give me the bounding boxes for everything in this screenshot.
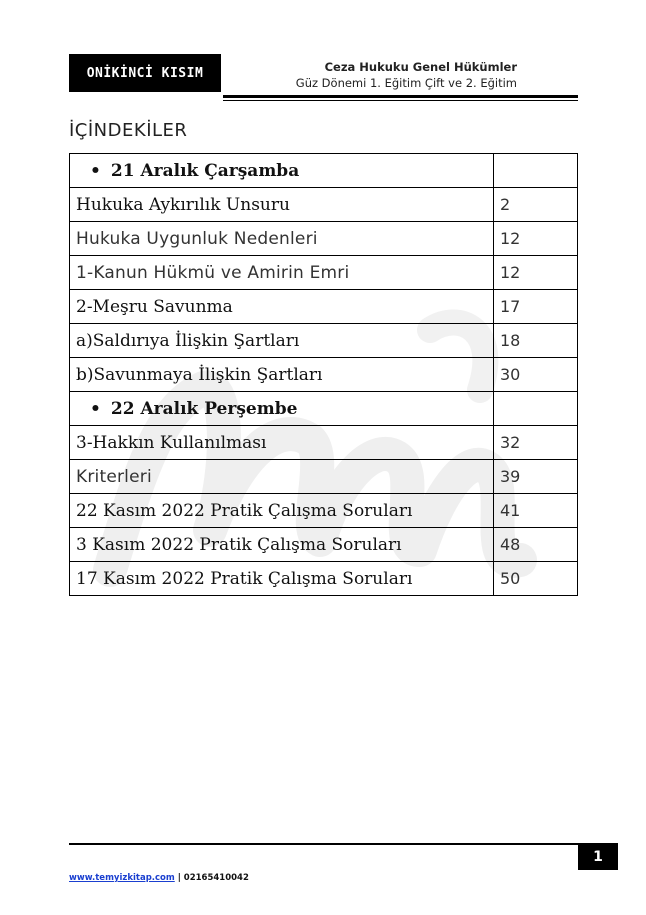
toc-row[interactable] bbox=[70, 392, 578, 426]
footer-rule bbox=[69, 843, 578, 845]
toc-entry-label: 2-Meşru Savunma bbox=[70, 290, 494, 324]
toc-row[interactable] bbox=[70, 222, 578, 256]
website-link[interactable]: www.temyizkitap.com bbox=[69, 873, 175, 883]
bullet-icon: • bbox=[90, 398, 101, 419]
document-subtitle: Güz Dönemi 1. Eğitim Çift ve 2. Eğitim bbox=[295, 76, 517, 90]
bullet-icon: • bbox=[90, 160, 101, 181]
toc-entry-label bbox=[70, 154, 494, 188]
toc-entry-label: Hukuka Uygunluk Nedenleri bbox=[70, 222, 494, 256]
toc-entry-label: Hukuka Aykırılık Unsuru bbox=[70, 188, 494, 222]
toc-entry-label: 3 Kasım 2022 Pratik Çalışma Soruları bbox=[70, 528, 494, 562]
toc-entry-page: 30 bbox=[494, 358, 578, 392]
toc-row[interactable] bbox=[70, 154, 578, 188]
page-number: 1 bbox=[578, 843, 618, 870]
toc-row[interactable] bbox=[70, 460, 578, 494]
toc-entry-page bbox=[494, 154, 578, 188]
section-badge: ONİKİNCİ KISIM bbox=[69, 54, 221, 92]
header-rule bbox=[223, 95, 578, 98]
toc-row[interactable] bbox=[70, 256, 578, 290]
toc-row[interactable] bbox=[70, 324, 578, 358]
header-rule-thin bbox=[223, 100, 578, 101]
footer-contact bbox=[69, 873, 249, 883]
toc-entry-label: 3-Hakkın Kullanılması bbox=[70, 426, 494, 460]
toc-entry-label bbox=[70, 392, 494, 426]
toc-entry-page: 12 bbox=[494, 222, 578, 256]
toc-entry-page bbox=[494, 392, 578, 426]
toc-row[interactable] bbox=[70, 426, 578, 460]
toc-entry-page: 50 bbox=[494, 562, 578, 596]
phone-number: 02165410042 bbox=[183, 873, 249, 883]
toc-entry-page: 41 bbox=[494, 494, 578, 528]
toc-entry-label: Kriterleri bbox=[70, 460, 494, 494]
toc-table bbox=[69, 153, 578, 596]
toc-row[interactable] bbox=[70, 358, 578, 392]
toc-entry-page: 12 bbox=[494, 256, 578, 290]
footer-separator: | bbox=[177, 873, 181, 883]
toc-entry-label: b)Savunmaya İlişkin Şartları bbox=[70, 358, 494, 392]
toc-row[interactable] bbox=[70, 494, 578, 528]
toc-entry-label: 1-Kanun Hükmü ve Amirin Emri bbox=[70, 256, 494, 290]
toc-entry-label: 22 Kasım 2022 Pratik Çalışma Soruları bbox=[70, 494, 494, 528]
toc-entry-text: 21 Aralık Çarşamba bbox=[110, 160, 300, 181]
toc-heading: İÇİNDEKİLER bbox=[69, 120, 188, 141]
toc-row[interactable] bbox=[70, 290, 578, 324]
document-title: Ceza Hukuku Genel Hükümler bbox=[324, 60, 517, 74]
toc-entry-page: 48 bbox=[494, 528, 578, 562]
toc-entry-label: 17 Kasım 2022 Pratik Çalışma Soruları bbox=[70, 562, 494, 596]
toc-entry-label: a)Saldırıya İlişkin Şartları bbox=[70, 324, 494, 358]
toc-row[interactable] bbox=[70, 562, 578, 596]
toc-entry-page: 17 bbox=[494, 290, 578, 324]
toc-entry-page: 2 bbox=[494, 188, 578, 222]
toc-entry-page: 39 bbox=[494, 460, 578, 494]
toc-entry-page: 32 bbox=[494, 426, 578, 460]
toc-row[interactable] bbox=[70, 188, 578, 222]
toc-entry-page: 18 bbox=[494, 324, 578, 358]
toc-row[interactable] bbox=[70, 528, 578, 562]
toc-entry-text: 22 Aralık Perşembe bbox=[110, 398, 298, 419]
